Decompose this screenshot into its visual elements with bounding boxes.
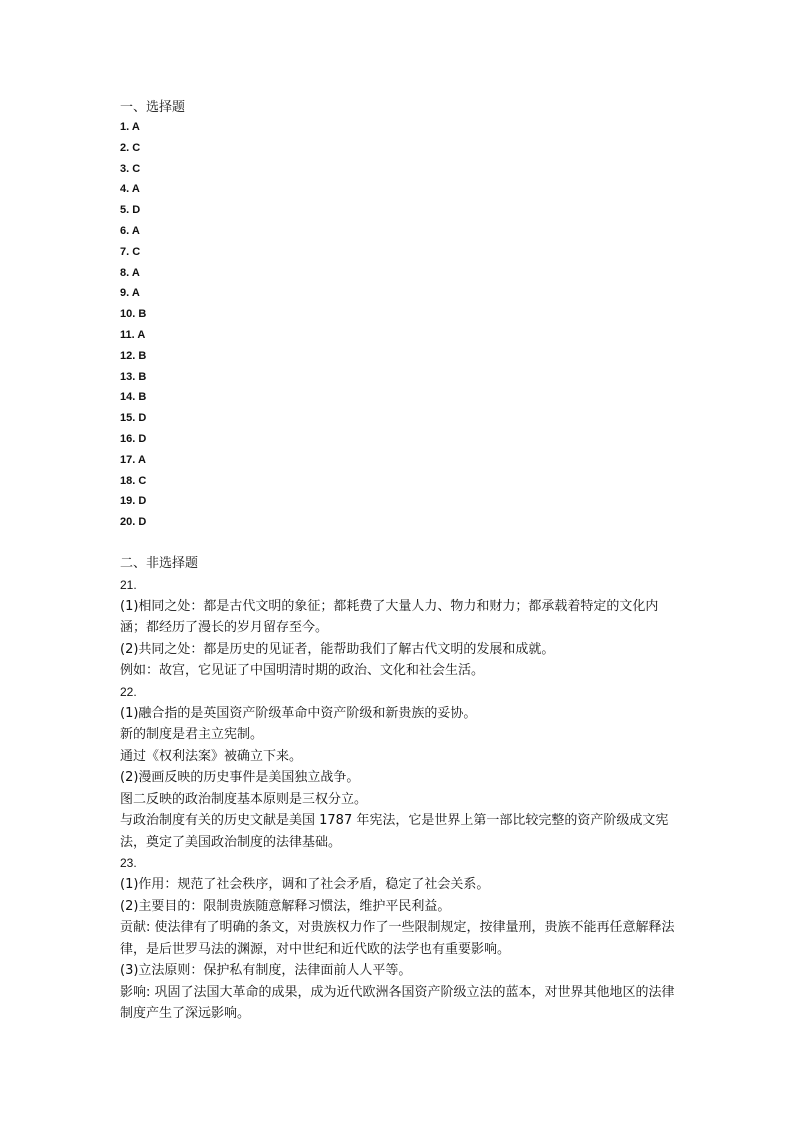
answer-choice: D xyxy=(138,495,147,508)
answer-choice: B xyxy=(138,308,147,321)
answer-line: (1)融合指的是英国资产阶级革命中资产阶级和新贵族的妥协。 xyxy=(120,705,477,721)
answer-choice: A xyxy=(131,183,140,196)
answer-choice: A xyxy=(131,266,140,279)
answer-choice: C xyxy=(132,162,141,175)
answer-choice: B xyxy=(138,349,147,362)
answer-number: 16 . xyxy=(120,433,138,445)
answer-choice: C xyxy=(138,474,147,487)
answer-number: 9 . xyxy=(120,287,132,299)
answer-choice: A xyxy=(137,453,146,466)
answer-item xyxy=(120,325,680,346)
question-number: 21. xyxy=(120,577,137,592)
answer-line: 贡献: 使法律有了明确的条文，对贵族权力作了一些限制规定，按律量刑，贵族不能再任意解释法律，是后世罗马法的渊源，对中世纪和近代欧的法学也有重要影响。 xyxy=(120,920,675,957)
answer-number: 5 . xyxy=(120,204,132,216)
answer-choice: D xyxy=(138,412,147,425)
question-number: 22. xyxy=(120,684,137,699)
answer-number: 1 . xyxy=(120,121,132,133)
answer-line: (2)主要目的：限制贵族随意解释习惯法，维护平民利益。 xyxy=(120,898,451,914)
section-title-multiple-choice: 一、选择题 xyxy=(120,100,186,115)
answer-item xyxy=(120,263,680,284)
answer-number: 13 . xyxy=(120,371,138,383)
answer-number: 12 . xyxy=(120,350,138,362)
answer-item xyxy=(120,242,680,263)
answer-number: 7 . xyxy=(120,246,132,258)
answer-number: 17 . xyxy=(120,454,138,466)
answer-line: (2)漫画反映的历史事件是美国独立战争。 xyxy=(120,770,360,786)
answer-line: 通过《权利法案》被确立下来。 xyxy=(120,748,303,764)
answer-line: (1)作用：规范了社会秩序，调和了社会矛盾，稳定了社会关系。 xyxy=(120,877,490,893)
answer-choice: C xyxy=(132,141,141,154)
answer-line: (2)共同之处：都是历史的见证者，能帮助我们了解古代文明的发展和成就。 xyxy=(120,641,555,657)
answer-number: 2 . xyxy=(120,142,132,154)
answer-choice: C xyxy=(132,245,141,258)
answer-item xyxy=(120,346,680,367)
answer-item xyxy=(120,117,680,138)
answer-item xyxy=(120,512,680,533)
question-22 xyxy=(120,682,680,854)
answer-item xyxy=(120,450,680,471)
answer-choice: B xyxy=(138,391,147,404)
answer-choice: D xyxy=(138,432,147,445)
question-21 xyxy=(120,575,680,682)
answer-choice: A xyxy=(137,328,146,341)
answer-line: (3)立法原则：保护私有制度，法律面前人人平等。 xyxy=(120,963,412,979)
answer-line: 影响: 巩固了法国大革命的成果，成为近代欧洲各国资产阶级立法的蓝本，对世界其他地区的法律制度产生了深远影响。 xyxy=(120,984,675,1022)
answer-item xyxy=(120,200,680,221)
answer-item xyxy=(120,387,680,408)
question-number: 23. xyxy=(120,856,137,871)
answer-item xyxy=(120,367,680,388)
answer-number: 3 . xyxy=(120,163,132,175)
answer-item xyxy=(120,138,680,159)
answer-number: 10 . xyxy=(120,308,138,320)
answer-number: 19 . xyxy=(120,495,138,507)
answer-item xyxy=(120,179,680,200)
answer-item xyxy=(120,471,680,492)
answer-number: 11 . xyxy=(120,329,137,341)
answer-item xyxy=(120,429,680,450)
answer-item xyxy=(120,159,680,180)
answer-choice: A xyxy=(131,224,140,237)
answer-item xyxy=(120,304,680,325)
answer-choice: A xyxy=(131,121,140,133)
answer-line: 新的制度是君主立宪制。 xyxy=(120,727,264,743)
answer-number: 8 . xyxy=(120,267,132,279)
section-title-non-multiple-choice: 二、非选择题 xyxy=(120,555,199,571)
answer-number: 4 . xyxy=(120,183,132,195)
answer-number: 18 . xyxy=(120,475,138,487)
answer-choice: B xyxy=(138,370,147,383)
answer-line: 图二反映的政治制度基本原则是三权分立。 xyxy=(120,791,368,807)
section-gap xyxy=(120,533,680,555)
answer-number: 6 . xyxy=(120,225,132,237)
answer-number: 20 . xyxy=(120,516,138,528)
answer-line: 例如：故宫，它见证了中国明清时期的政治、文化和社会生活。 xyxy=(120,663,485,679)
answer-number: 14 . xyxy=(120,391,138,403)
multiple-choice-answer-list xyxy=(120,117,680,533)
answer-choice: D xyxy=(138,516,147,529)
answer-item xyxy=(120,283,680,304)
answer-line: (1)相同之处：都是古代文明的象征；都耗费了大量人力、物力和财力；都承载着特定的文化内涵；都经历了漫长的岁月留存至今。 xyxy=(120,598,659,636)
answer-line: 与政治制度有关的历史文献是美国 1787 年宪法，它是世界上第一部比较完整的资产阶级成文宪法，奠定了美国政治制度的法律基础。 xyxy=(120,813,669,850)
answer-item xyxy=(120,408,680,429)
answer-item xyxy=(120,221,680,242)
answer-number: 15 . xyxy=(120,412,138,424)
question-23 xyxy=(120,853,680,1025)
answer-choice: D xyxy=(132,204,141,217)
answer-sheet xyxy=(120,99,680,1025)
answer-item xyxy=(120,491,680,512)
answer-choice: A xyxy=(131,287,140,300)
